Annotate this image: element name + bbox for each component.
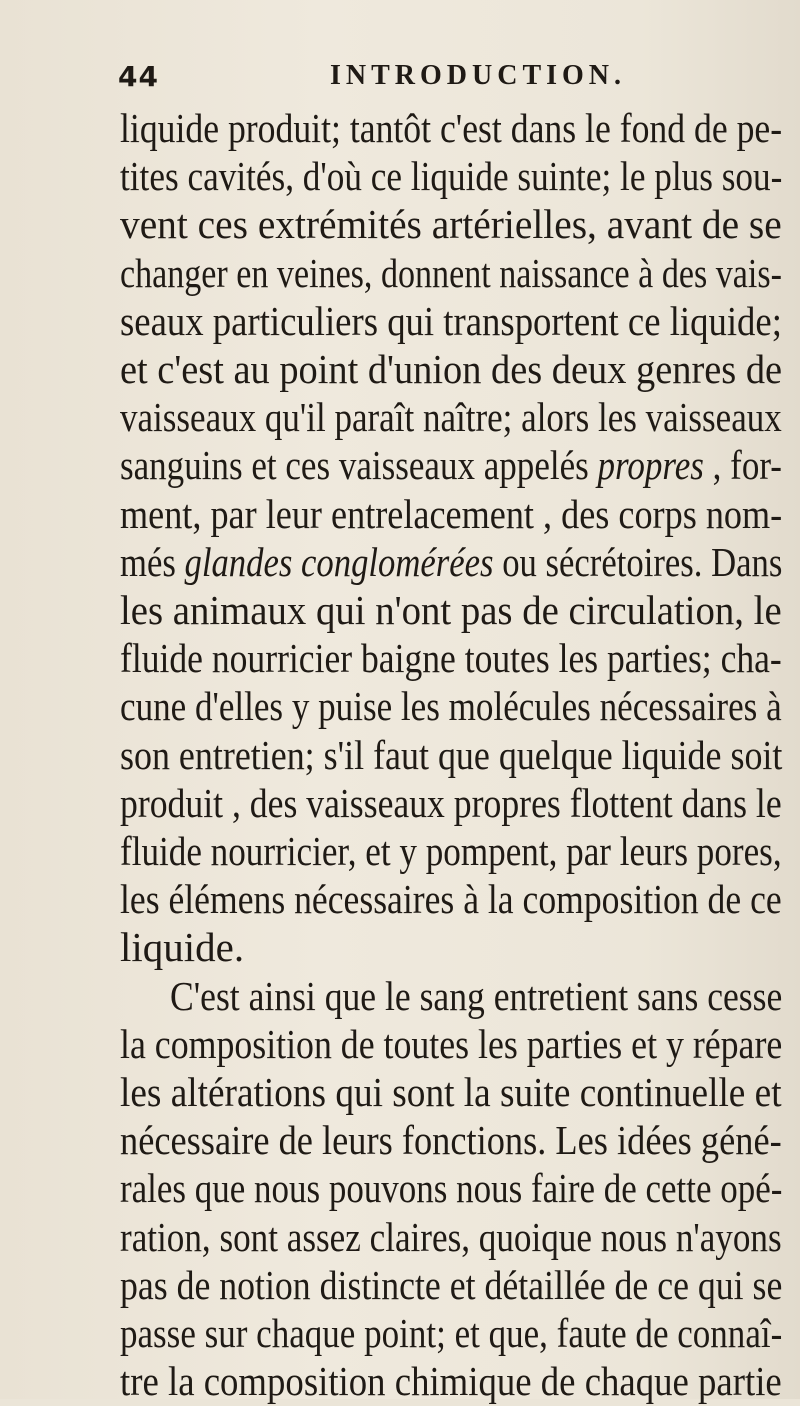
page-number: 44: [118, 60, 159, 93]
text-run: les animaux qui n'ont pas de circulation, le: [120, 587, 782, 633]
text-line: [120, 248, 782, 298]
text-run: C'est ainsi que le sang entretient sans cesse: [170, 972, 783, 1019]
text-run: rales que nous pouvons nous faire de cette opé-: [120, 1165, 783, 1212]
text-line: [120, 633, 782, 683]
text-line: [120, 730, 782, 780]
text-line: [120, 296, 782, 346]
text-line: [120, 1163, 782, 1213]
text-run: et c'est au point d'union des deux genres de: [120, 346, 783, 392]
text-line: [120, 874, 782, 924]
text-run: cune d'elles y puise les molécules nécessaires à: [120, 683, 782, 730]
text-run: , for-: [703, 442, 782, 489]
text-run: vaisseaux qu'il paraît naître; alors les vaisseaux: [120, 394, 782, 441]
italic-term: propres: [597, 442, 704, 489]
italic-term: glandes conglomérées: [184, 538, 494, 585]
text-run: vent ces extrémités artérielles, avant de se: [120, 201, 782, 248]
text-run: la composition de toutes les parties et y répare: [120, 1020, 783, 1067]
text-line: [120, 199, 782, 249]
text-run: ou sécrétoires. Dans: [493, 538, 783, 585]
text-run: seaux particuliers qui transportent ce liquide;: [120, 297, 782, 344]
text-line: [120, 681, 782, 731]
text-run: tites cavités, d'où ce liquide suinte; le plus sou-: [120, 153, 783, 200]
text-run: fluide nourricier baigne toutes les parties; cha-: [120, 635, 782, 682]
text-run: més: [120, 538, 185, 585]
text-line: [120, 1067, 782, 1117]
text-line: [120, 1019, 782, 1069]
text-line: [120, 440, 782, 490]
page-header: [118, 60, 758, 100]
text-line: [120, 151, 782, 201]
text-run: ration, sont assez claires, quoique nous n'ayons: [120, 1213, 782, 1260]
text-line: [120, 1260, 782, 1310]
text-run: produit , des vaisseaux propres flottent dans le: [120, 779, 782, 826]
text-line: [120, 392, 782, 442]
text-line: [120, 826, 782, 876]
text-line: [120, 537, 782, 587]
text-line: [120, 778, 782, 828]
text-run: fluide nourricier, et y pompent, par leurs pores,: [120, 828, 782, 874]
text-run: liquide produit; tantôt c'est dans le fond de pe-: [120, 105, 783, 151]
text-run: son entretien; s'il faut que quelque liquide soit: [120, 731, 783, 778]
text-run: nécessaire de leurs fonctions. Les idées géné-: [120, 1117, 782, 1164]
text-run: pas de notion distincte et détaillée de ce qui se: [120, 1261, 783, 1308]
text-run: tre la composition chimique de chaque partie: [120, 1358, 782, 1405]
text-line: [120, 344, 782, 394]
text-run: les altérations qui sont la suite continuelle et: [120, 1069, 782, 1115]
text-line: [170, 971, 782, 1021]
text-run: liquide.: [120, 924, 245, 971]
text-line: [120, 1115, 782, 1165]
running-title: INTRODUCTION.: [330, 60, 627, 91]
text-line: [120, 489, 782, 539]
text-line: [120, 585, 782, 635]
text-run: les élémens nécessaires à la composition de ce: [120, 876, 782, 923]
text-run: changer en veines, donnent naissance à des vais-: [120, 249, 782, 296]
text-line: [120, 1308, 782, 1358]
text-line: [120, 922, 244, 972]
text-run: ment, par leur entrelacement , des corps nom-: [120, 490, 783, 537]
text-line: [120, 1212, 782, 1262]
text-run: sanguins et ces vaisseaux appelés: [120, 442, 598, 489]
text-run: passe sur chaque point; et que, faute de connaî-: [120, 1310, 783, 1356]
text-line: [120, 103, 782, 153]
